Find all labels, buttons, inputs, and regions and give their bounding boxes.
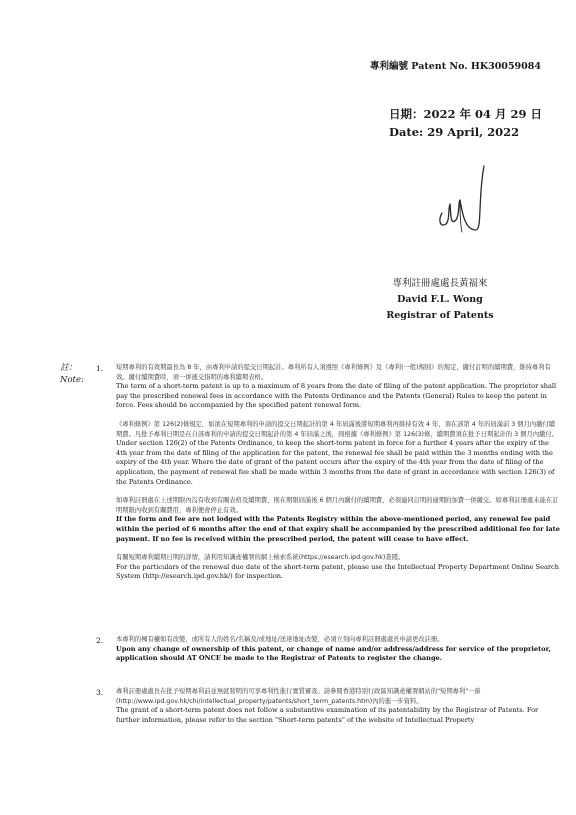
note-text-zh: 本專利的擁有權如有改變，或所有人的姓名/名稱及/或地址/送達地址改變，必須立刻向專利註冊處處長申請更改註冊。	[116, 636, 444, 643]
note-text-en: The grant of a short-term patent does not follow a substantive examination of its patentability by the Registrar of Patents. For further information, please refer to the section "Short-term patents" of the website of Intellectual Property	[116, 706, 539, 724]
registrar-name: David F.L. Wong	[397, 294, 483, 305]
note-number: 3.	[96, 688, 104, 697]
notes-label-zh: 註：	[60, 363, 78, 373]
note-item-2	[116, 635, 561, 673]
date-chinese: 日期：2022 年 04 月 29 日	[389, 107, 543, 121]
notes-label-en: Note:	[60, 375, 84, 385]
note-text-zh: 如專利註冊處在上述期限內沒有收到有關表格及續期費，則在期限屆滿後 6 個月內繳付的續期費，必須連同訂明的逾期附加費一併繳交。如專利註冊處未能在訂明期限內收到有關費用，專利便會停止有效。	[116, 497, 559, 514]
note-text-en: Under section 126(2) of the Patents Ordinance, to keep the short-term patent in force for a further 4 years after the expiry of the 4th year from the date of filing of the application for the patent, the renewal fee shall be paid within the 3 months ending with the expiry of the 4th year. Where the date of grant of the patent occurs after the expiry of the 4th year from the date of filing of the application, the payment of renewal fee shall be made within 3 months from the date of grant in accordance with section 126(3) of the Patents Ordinance.	[116, 439, 555, 486]
note-text-zh: 《專利條例》第 126(2)條規定，如欲在短期專利的申請的提交日期起計的第 4 年屆滿後將短期專利再維持有效 4 年，須在該第 4 年的屆滿前 3 個月內繳付續期費。凡批予專利日期是在自該專利的申請的提交日期起計的第 4 年屆滿之後，則根據《專利條例》第 126(3)條，續期費須在批予日期起計的 3 個月內繳付。	[116, 420, 558, 438]
note-paragraph	[116, 553, 561, 582]
note-item-3	[116, 687, 561, 734]
note-text-en: Upon any change of ownership of this patent, or change of name and/or address/address for service of the proprietor, application should AT ONCE be made to the Registrar of Patents to register the change.	[116, 644, 551, 663]
note-item-1	[116, 363, 561, 591]
date-english: Date: 29 April, 2022	[389, 125, 520, 139]
note-paragraph	[116, 687, 561, 725]
note-text-zh: 有關短期專利續期日期的詳情，請利用知識產權署的網上檢索系統(https://esearch.ipd.gov.hk)查閱。	[116, 554, 405, 562]
note-number: 2.	[96, 636, 104, 645]
note-text-zh: 專利註冊處處長在批予短期專利前並無就發明的可享專利性進行實質審查。請參閱香港特別行政區知識產權署網站的"短期專利"一節(http://www.ipd.gov.hk/chi/intellectual_property/patents/short_term_patents.htm)內的進一步資料。	[116, 688, 481, 705]
note-text-en: For the particulars of the renewal due date of the short-term patent, please use the Intellectual Property Department Online Search System (http://esearch.ipd.gov.hk/) for inspection.	[116, 562, 559, 581]
note-paragraph	[116, 635, 561, 664]
note-paragraph	[116, 496, 561, 544]
notes-label	[60, 362, 84, 386]
note-number: 1.	[96, 364, 104, 373]
signature	[420, 158, 500, 248]
registrar-title-zh: 專利註冊處處長黃福來	[392, 278, 488, 289]
registrar-title-en: Registrar of Patents	[386, 310, 494, 321]
patent-number: 專利編號 Patent No. HK30059084	[370, 61, 541, 72]
note-paragraph	[116, 363, 561, 411]
note-text-en: If the form and fee are not lodged with the Patents Registry within the above-mentioned period, any renewal fee paid within the period of 6 months after the end of that expiry shall be accompanied by the prescribed additional fee for late payment. If no fee is received within the prescribed period, the patent will cease to have effect.	[116, 515, 560, 543]
note-text-zh: 短期專利的有效期最長為 8 年，由專利申請的提交日期起計。專利所有人須遵照《專利條例》及《專利(一般)規則》的規定，繳付訂明的續期費，維持專利有效。繳付續期費時，須一併遞交指明的專利續期表格。	[116, 364, 551, 381]
note-paragraph	[116, 420, 561, 487]
note-text-en: The term of a short-term patent is up to a maximum of 8 years from the date of filing of the patent application. The proprietor shall pay the prescribed renewal fees in accordance with the Patents Ordinance and the Patents (General) Rules to keep the patent in force. Fees should be accompanied by the specified patent renewal form.	[116, 382, 557, 410]
signature-block	[360, 276, 520, 324]
